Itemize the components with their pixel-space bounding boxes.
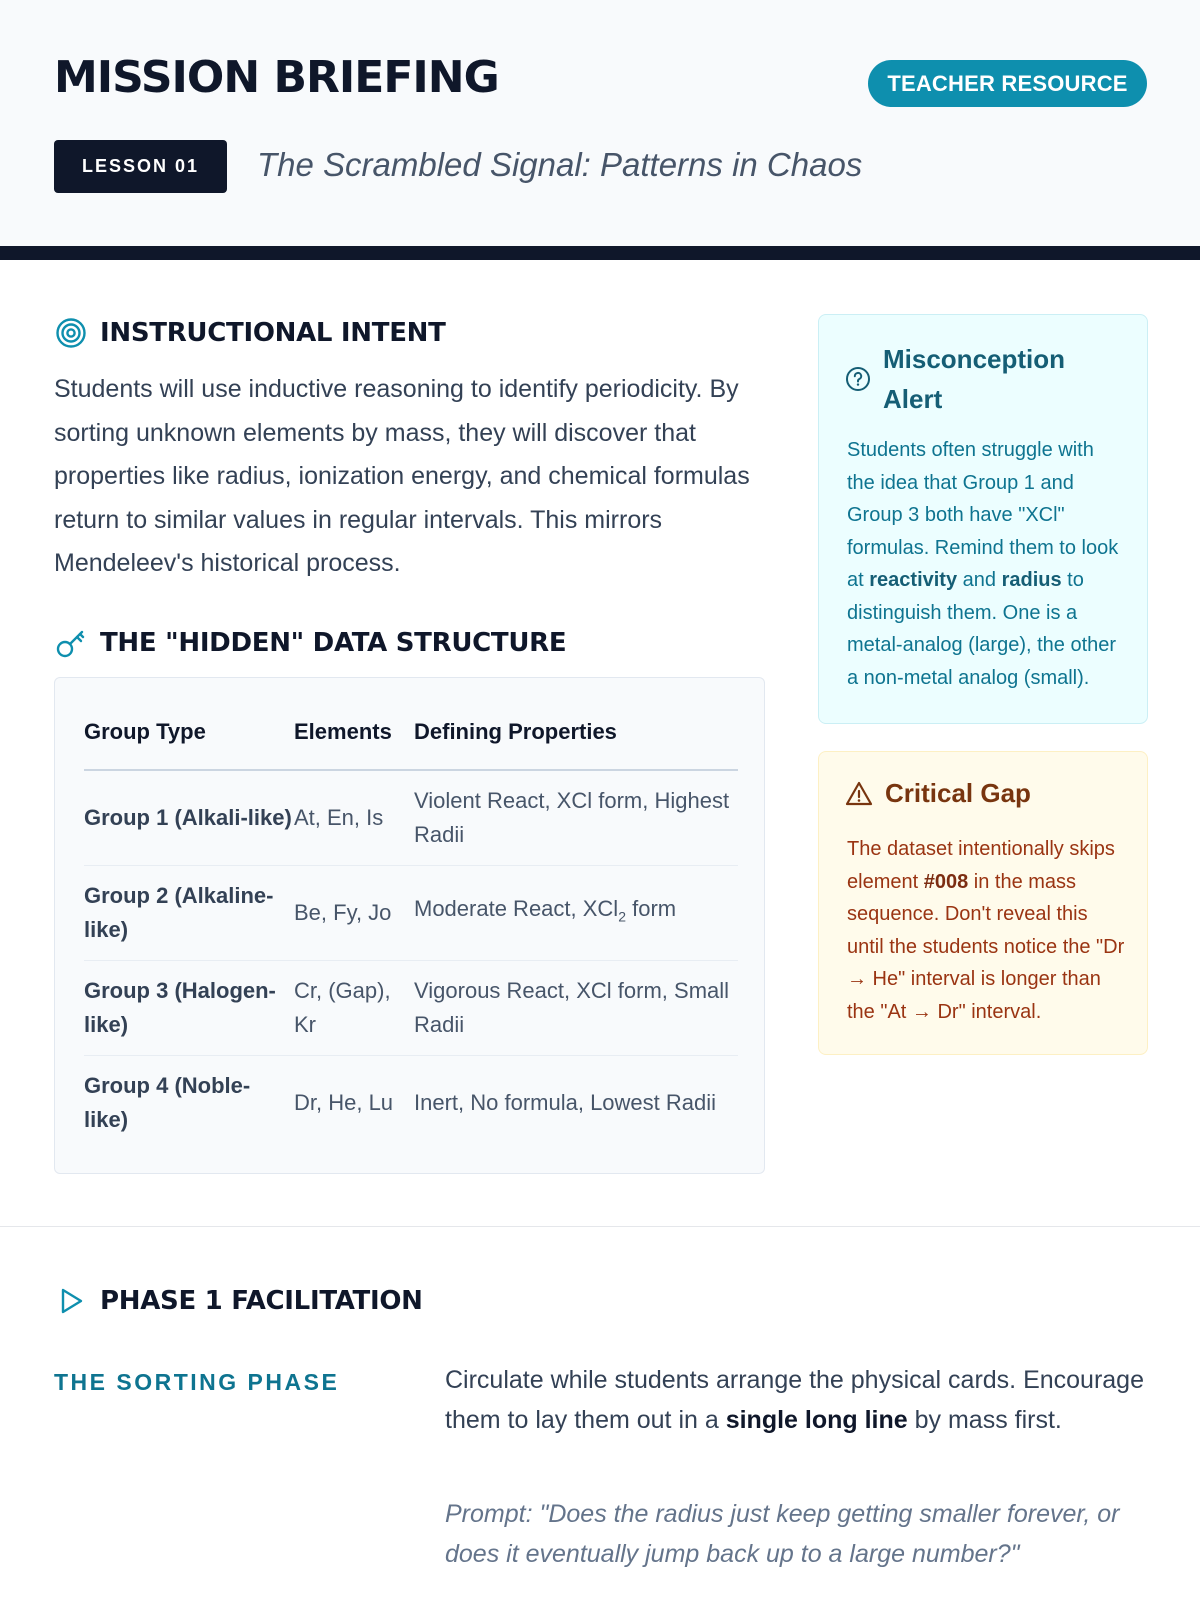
column-header: Group Type — [84, 694, 294, 770]
structure-heading — [54, 626, 566, 660]
sorting-phase-label: THE SORTING PHASE — [54, 1369, 340, 1395]
warning-triangle-icon — [845, 780, 873, 808]
data-structure-card — [54, 677, 765, 1174]
misconception-alert-card — [818, 314, 1148, 724]
misconception-heading — [845, 339, 1083, 419]
page-header — [0, 0, 1200, 260]
elements-cell: At, En, Is — [294, 770, 414, 865]
properties-cell: Moderate React, XCl$_2$ form — [414, 865, 738, 960]
key-icon — [54, 626, 88, 660]
critical-title: Critical Gap — [885, 778, 1031, 808]
properties-cell: Violent React, XCl form, Highest Radii — [414, 770, 738, 865]
intent-heading-label: INSTRUCTIONAL INTENT — [100, 318, 446, 348]
page-title: MISSION BRIEFING — [54, 52, 499, 103]
misconception-title: Misconception Alert — [883, 344, 1066, 414]
question-circle-icon — [845, 366, 871, 392]
phase-heading-label: PHASE 1 FACILITATION — [100, 1286, 423, 1316]
section-divider — [0, 1226, 1200, 1227]
intent-text: Students will use inductive reasoning to identify periodicity. By sorting unknown elements by mass, they will discover that properties like radius, ionization energy, and chemical formulas return to similar values in regular intervals. This mirrors Mendeleev's historical process. — [54, 375, 750, 577]
target-icon — [54, 316, 88, 350]
misconception-text: Students often struggle with the idea that Group 1 and Group 3 both have "XCl" formulas. Remind them to look at reactivity and radius to distinguish them. One is a metal-analog (large), the other a non-metal analog (small). — [847, 439, 1119, 689]
elements-cell: Dr, He, Lu — [294, 1089, 394, 1115]
phase-heading — [54, 1284, 423, 1318]
table-row — [84, 865, 738, 960]
properties-cell: Inert, No formula, Lowest Radii — [414, 1089, 717, 1115]
group-type-cell: Group 2 (Alkaline-like) — [84, 865, 294, 960]
column-header: Defining Properties — [414, 694, 738, 770]
table-row — [84, 770, 738, 865]
play-icon — [54, 1284, 88, 1318]
teacher-resource-badge: TEACHER RESOURCE — [868, 60, 1147, 107]
column-header: Elements — [294, 694, 414, 770]
lesson-badge: LESSON 01 — [54, 140, 227, 193]
group-type-cell: Group 4 (Noble-like) — [84, 1072, 251, 1132]
table-row — [84, 960, 738, 1055]
data-structure-table — [84, 694, 738, 1150]
group-type-cell: Group 3 (Halogen-like) — [84, 960, 294, 1055]
properties-cell: Vigorous React, XCl form, Small Radii — [414, 960, 738, 1055]
elements-cell: Cr, (Gap), Kr — [294, 960, 414, 1055]
critical-text: The dataset intentionally skips element #008 in the mass sequence. Don't reveal this until the students notice the "Dr → He" interval is longer than the "At → Dr" interval. — [847, 838, 1125, 1023]
table-header-row — [84, 694, 738, 770]
elements-cell: Be, Fy, Jo — [294, 865, 414, 960]
table-row — [84, 1055, 738, 1150]
lesson-subtitle: The Scrambled Signal: Patterns in Chaos — [257, 146, 863, 183]
group-type-cell: Group 1 (Alkali-like) — [84, 770, 294, 865]
critical-heading — [845, 778, 1031, 809]
sorting-phase-text: Circulate while students arrange the physical cards. Encourage them to lay them out in a single long line by mass first. — [445, 1366, 1144, 1434]
structure-heading-label: THE "HIDDEN" DATA STRUCTURE — [100, 628, 567, 658]
critical-gap-card — [818, 751, 1148, 1055]
intent-heading — [54, 316, 446, 350]
sorting-phase-prompt: Prompt: "Does the radius just keep getting smaller forever, or does it eventually jump back up to a large number?" — [445, 1500, 1120, 1568]
